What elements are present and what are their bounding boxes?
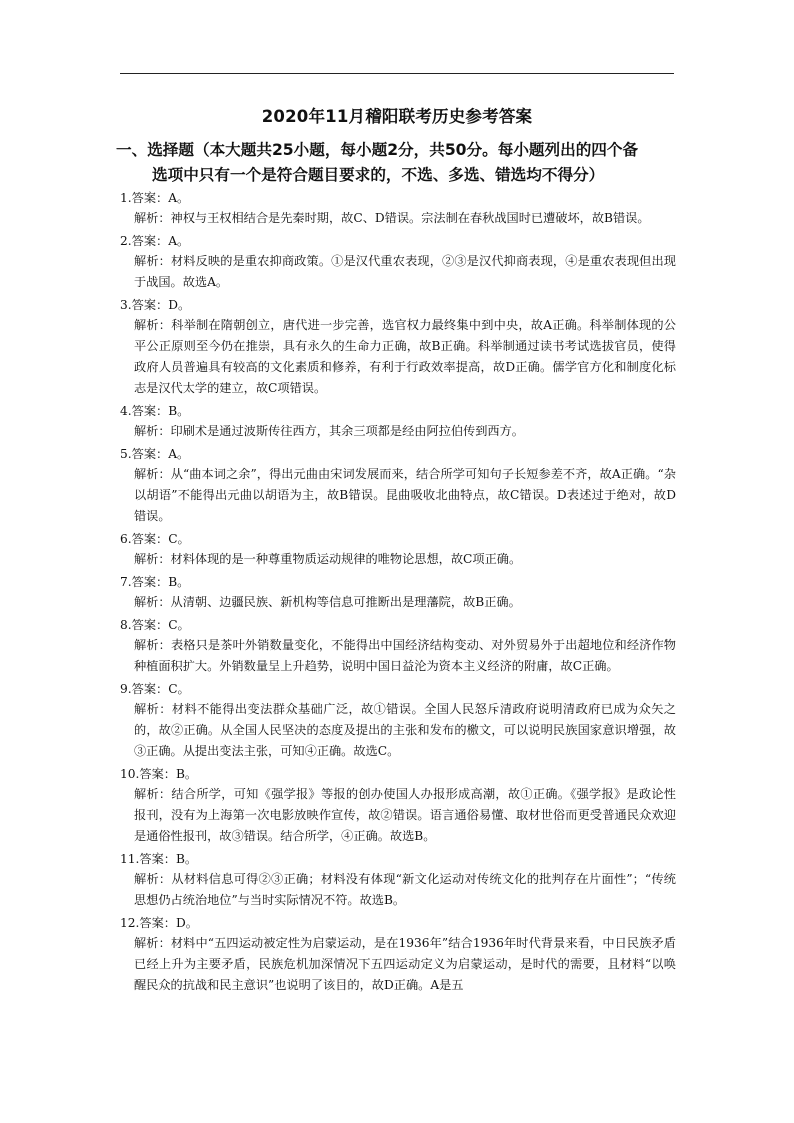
question-item — [120, 913, 676, 996]
section-heading — [116, 138, 686, 188]
question-item — [120, 764, 676, 847]
explanation-text: 解析：印刷术是通过波斯传往西方，其余三项都是经由阿拉伯传到西方。 — [134, 424, 524, 438]
answer-line: 6.答案：C。 — [120, 532, 190, 546]
explanation-text: 解析：科举制在隋朝创立，唐代进一步完善，选官权力最终集中到中央，故A正确。科举制体现的公平公正原则至今仍在推崇，具有永久的生命力正确，故B正确。科举制通过读书考试选拔官员，使得政府人员普遍具有较高的文化素质和修养，有利于行政效率提高，故D正确。儒学官方化和制度化标志是汉代太学的建立，故C项错误。 — [134, 318, 676, 395]
answer-line: 12.答案：D。 — [120, 916, 198, 930]
section-heading-line-2: 选项中只有一个是符合题目要求的，不选、多选、错选均不得分） — [152, 166, 605, 184]
answer-line: 7.答案：B。 — [120, 575, 190, 589]
explanation-text: 解析：材料不能得出变法群众基础广泛，故①错误。全国人民怒斥清政府说明清政府已成为众矢之的，故②正确。从全国人民坚决的态度及提出的主张和发布的檄文，可以说明民族国家意识增强，故③正确。从提出变法主张，可知④正确。故选C。 — [134, 702, 676, 758]
explanation-text: 解析：从材料信息可得②③正确；材料没有体现“新文化运动对传统文化的批判存在片面性”；“传统思想仍占统治地位”与当时实际情况不符。故选B。 — [134, 872, 676, 907]
question-item — [120, 444, 676, 527]
question-item — [120, 401, 676, 442]
answer-line: 5.答案：A。 — [120, 447, 190, 461]
question-item — [120, 529, 676, 570]
question-item — [120, 615, 676, 677]
answer-line: 10.答案：B。 — [120, 767, 198, 781]
explanation-text: 解析：神权与王权相结合是先秦时期，故C、D错误。宗法制在春秋战国时已遭破坏，故B错误。 — [134, 211, 650, 225]
explanation-text: 解析：材料反映的是重农抑商政策。①是汉代重农表现，②③是汉代抑商表现，④是重农表现但出现于战国。故选A。 — [134, 254, 676, 289]
header-rule — [120, 73, 674, 74]
answer-line: 1.答案：A。 — [120, 191, 190, 205]
answer-line: 11.答案：B。 — [120, 852, 198, 866]
question-item — [120, 295, 676, 399]
answer-line: 3.答案：D。 — [120, 298, 191, 312]
answer-list — [120, 188, 676, 998]
question-item — [120, 679, 676, 762]
answer-line: 4.答案：B。 — [120, 404, 190, 418]
question-item — [120, 572, 676, 613]
answer-line: 9.答案：C。 — [120, 682, 190, 696]
explanation-text: 解析：材料体现的是一种尊重物质运动规律的唯物论思想，故C项正确。 — [134, 552, 522, 566]
explanation-text: 解析：从“曲本词之余”，得出元曲由宋词发展而来，结合所学可知句子长短参差不齐，故A正确。“杂以胡语”不能得出元曲以胡语为主，故B错误。昆曲吸收北曲特点，故C错误。D表述过于绝对，故D错误。 — [134, 467, 676, 523]
explanation-text: 解析：结合所学，可知《强学报》等报的创办使国人办报形成高潮，故①正确。《强学报》是政论性报刊，没有为上海第一次电影放映作宣传，故②错误。语言通俗易懂、取材世俗而更受普通民众欢迎是通俗性报刊，故③错误。结合所学，④正确。故选B。 — [134, 787, 676, 843]
question-item — [120, 231, 676, 293]
answer-line: 2.答案：A。 — [120, 234, 190, 248]
explanation-text: 解析：材料中“五四运动被定性为启蒙运动，是在1936年”结合1936年时代背景来看，中日民族矛盾已经上升为主要矛盾，民族危机加深情况下五四运动定义为启蒙运动，是时代的需要，且材料“以唤醒民众的抗战和民主意识”也说明了该目的，故D正确。A是五 — [134, 936, 676, 992]
answer-line: 8.答案：C。 — [120, 618, 190, 632]
page-title: 2020年11月稽阳联考历史参考答案 — [261, 107, 533, 126]
question-item — [120, 849, 676, 911]
explanation-text: 解析：表格只是茶叶外销数量变化，不能得出中国经济结构变动、对外贸易外于出超地位和经济作物种植面积扩大。外销数量呈上升趋势，说明中国日益沦为资本主义经济的附庸，故C正确。 — [134, 638, 676, 673]
section-heading-line-1: 一、选择题（本大题共25小题，每小题2分，共50分。每小题列出的四个备 — [116, 141, 639, 159]
explanation-text: 解析：从清朝、边疆民族、新机构等信息可推断出是理藩院，故B正确。 — [134, 595, 521, 609]
question-item — [120, 188, 676, 229]
